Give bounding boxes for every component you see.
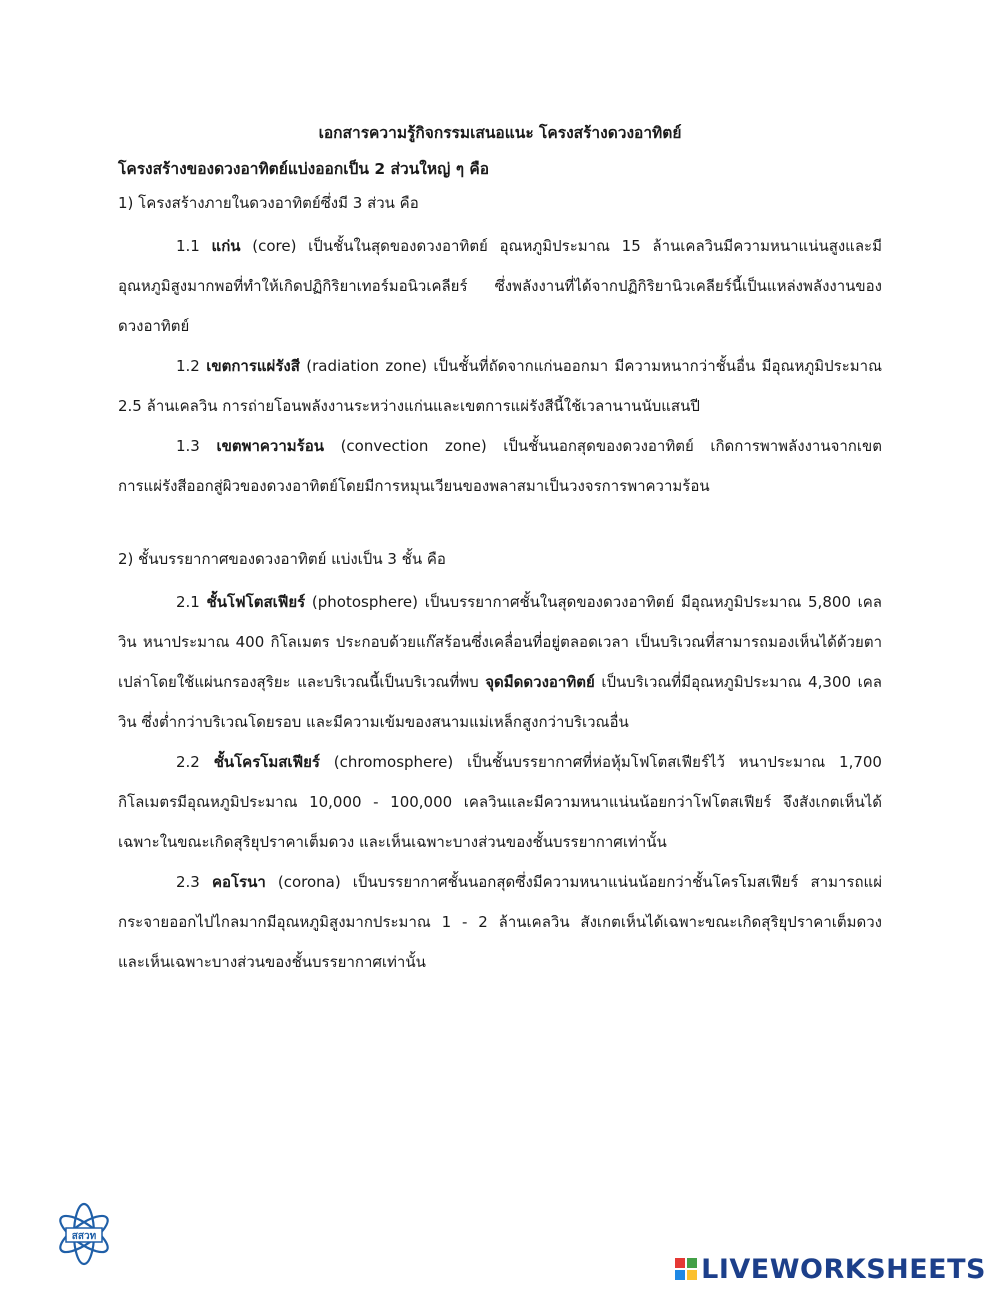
section-2-heading: 2) ชั้นบรรยากาศของดวงอาทิตย์ แบ่งเป็น 3 ชั้น คือ (118, 550, 446, 568)
term-chromosphere: ชั้นโครโมสเฟียร์ (213, 753, 320, 771)
paragraph-chromosphere: 2.2 ชั้นโครโมสเฟียร์ (chromosphere) เป็นชั้นบรรยากาศที่ห่อหุ้มโฟโตสเฟียร์ไว้ หนาประมาณ 1,700 กิโลเมตรมีอุณหภูมิประมาณ 10,000 - 100,000 เคลวินและมีความหนาแน่นน้อยกว่าโฟโตสเฟียร์ จึงสังเกตเห็นได้เฉพาะในขณะเกิดสุริยุปราคาเต็มดวง และเห็นเฉพาะบางส่วนของชั้นบรรยากาศเท่านั้น (118, 753, 882, 851)
term-photosphere: ชั้นโฟโตสเฟียร์ (206, 593, 306, 611)
liveworksheets-blocks-icon (675, 1258, 697, 1280)
term-core: แก่น (211, 237, 241, 255)
paragraph-radiation-zone: 1.2 เขตการแผ่รังสี (radiation zone) เป็นชั้นที่ถัดจากแก่นออกมา มีความหนากว่าชั้นอื่น มีอุณหภูมิประมาณ 2.5 ล้านเคลวิน การถ่ายโอนพลังงานระหว่างแก่นและเขตการแผ่รังสีนี้ใช้เวลานานนับแสนปี (118, 357, 882, 415)
ipst-logo-text: สสวท (71, 1231, 97, 1242)
document-title: เอกสารความรู้กิจกรรมเสนอแนะ โครงสร้างดวงอาทิตย์ (318, 124, 682, 142)
term-radiation-zone: เขตการแผ่รังสี (206, 357, 300, 375)
liveworksheets-brand-text: LIVEWORKSHEETS (701, 1253, 986, 1285)
ipst-atom-logo-icon (52, 1198, 116, 1270)
paragraph-core: 1.1 แก่น (core) เป็นชั้นในสุดของดวงอาทิตย์ อุณหภูมิประมาณ 15 ล้านเคลวินมีความหนาแน่นสูงและมีอุณหภูมิสูงมากพอที่ทำให้เกิดปฏิกิริยาเทอร์มอนิวเคลียร์ ซึ่งพลังงานที่ได้จากปฏิกิริยานิวเคลียร์นี้เป็นแหล่งพลังงานของดวงอาทิตย์ (118, 237, 882, 335)
paragraph-corona: 2.3 คอโรนา (corona) เป็นบรรยากาศชั้นนอกสุดซึ่งมีความหนาแน่นน้อยกว่าชั้นโครโมสเฟียร์ สามารถแผ่กระจายออกไปไกลมากมีอุณหภูมิสูงมากประมาณ 1 - 2 ล้านเคลวิน สังเกตเห็นได้เฉพาะขณะเกิดสุริยุปราคาเต็มดวง และเห็นเฉพาะบางส่วนของชั้นบรรยากาศเท่านั้น (118, 873, 882, 971)
paragraph-photosphere: 2.1 ชั้นโฟโตสเฟียร์ (photosphere) เป็นบรรยากาศชั้นในสุดของดวงอาทิตย์ มีอุณหภูมิประมาณ 5,800 เคลวิน หนาประมาณ 400 กิโลเมตร ประกอบด้วยแก๊สร้อนซึ่งเคลื่อนที่อยู่ตลอดเวลา เป็นบริเวณที่สามารถมองเห็นได้ด้วยตาเปล่าโดยใช้แผ่นกรองสุริยะ และบริเวณนี้เป็นบริเวณที่พบ จุดมืดดวงอาทิตย์ เป็นบริเวณที่มีอุณหภูมิประมาณ 4,300 เคลวิน ซึ่งต่ำกว่าบริเวณโดยรอบ และมีความเข้มของสนามแม่เหล็กสูงกว่าบริเวณอื่น (118, 593, 882, 731)
term-convection-zone: เขตพาความร้อน (216, 437, 324, 455)
document-subtitle: โครงสร้างของดวงอาทิตย์แบ่งออกเป็น 2 ส่วนใหญ่ ๆ คือ (118, 160, 490, 178)
liveworksheets-brand (675, 1252, 986, 1286)
term-sunspot: จุดมืดดวงอาทิตย์ (485, 673, 595, 691)
section-1-heading: 1) โครงสร้างภายในดวงอาทิตย์ซึ่งมี 3 ส่วน คือ (118, 194, 419, 212)
term-corona: คอโรนา (211, 873, 266, 891)
document-page (118, 118, 882, 982)
paragraph-convection-zone: 1.3 เขตพาความร้อน (convection zone) เป็นชั้นนอกสุดของดวงอาทิตย์ เกิดการพาพลังงานจากเขตการแผ่รังสีออกสู่ผิวของดวงอาทิตย์โดยมีการหมุนเวียนของพลาสมาเป็นวงจรการพาความร้อน (118, 437, 882, 495)
